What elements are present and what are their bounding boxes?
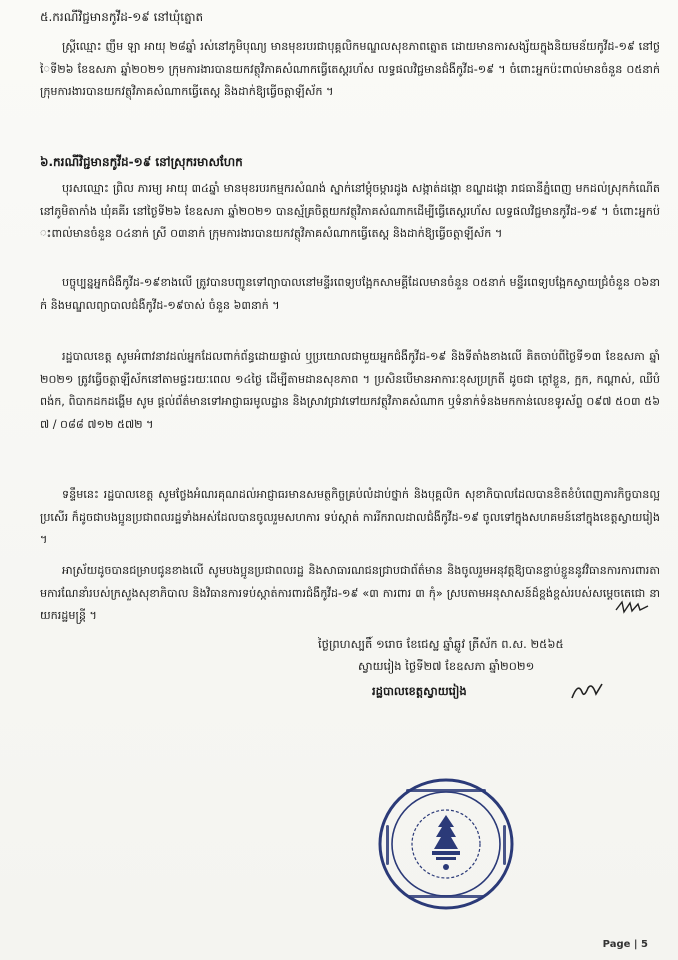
notice-paragraph: រដ្ឋបាលខេត្ត សូមអំពាវនាវដល់អ្នកដែលពាក់ព័ន្ធដោយផ្ទាល់ ឬប្រយោលជាមួយអ្នកជំងឺកូវីដ-១៩ និងទីតាំងខាងលើ គិតចាប់ពីថ្ងៃទី១៣ ខែឧសភា ឆ្នាំ២០២១ ត្រូវធ្វើចត្តាឡីស័កនៅតាមផ្ទះរយៈពេល ១៤ថ្ងៃ ដើម្បីតាមដានសុខភាព ។ ប្រសិនបើមានអាការៈខុសប្រក្រតី ដូចជា ក្ដៅខ្លួន, ក្អក, កណ្ដាស់, ឈឺបំពង់ក, ពិបាកដកដង្ហើម សូម ផ្តល់ព័ត៌មានទៅអាជ្ញាធរមូលដ្ឋាន និងស្រាវជ្រាវទៅយកវត្ថុវិភាគសំណាក ឬទំនាក់ទំនងមកកាន់លេខទូរស័ព្ទ ០៩៧ ៥០៣ ៥៦៧ / ០៨៨ ៧១២ ៥៧២ ។ [40, 350, 660, 431]
date-solar: ស្វាយរៀង ថ្ងៃទី២៧ ខែឧសភា ឆ្នាំ២០២១ [358, 659, 535, 673]
page-number: Page | 5 [602, 939, 648, 950]
appeal-paragraph: អាស្រ័យដូចបានជម្រាបជូនខាងលើ សូមបងប្អូនប្រជាពលរដ្ឋ និងសាធារណជនជ្រាបជាព័ត៌មាន និងចូលរួមអនុវត្តឱ្យបានខ្ជាប់ខ្ជួននូវវិធានការការពារតាមការណែនាំរបស់ក្រសួងសុខាភិបាល និងវិធានការទប់ស្កាត់ការពារជំងឺកូវីដ-១៩ «៣ ការពារ ៣ កុំ» ស្របតាមអនុសាសន៍ដ៏ខ្ពង់ខ្ពស់របស់សម្តេចតេជោ នាយករដ្ឋមន្ត្រី ។ [40, 564, 660, 622]
signature-mark [568, 680, 608, 702]
section-6-paragraph-2: បច្ចុប្បន្នអ្នកជំងឺកូវីដ-១៩ខាងលើ ត្រូវបានបញ្ជូនទៅព្យាបាលនៅមន្ទីរពេទ្យបង្អែកសាមគ្គីដែលមានចំនួន ០៥នាក់ មន្ទីរពេទ្យបង្អែកស្វាយជ្រំចំនួន ០៦នាក់ និងមណ្ឌលព្យាបាលជំងឺកូវីដ-១៩ចាស់ ចំនួន ៦៣នាក់ ។ [40, 276, 660, 312]
signatory-title: រដ្ឋបាលខេត្តស្វាយរៀង [372, 684, 467, 698]
initial-scribble [614, 598, 650, 616]
section-5-heading: ៥.ករណីវិជ្ជមានកូវីដ-១៩ នៅឃុំត្នោត [40, 10, 204, 24]
thanks-paragraph: ទន្ទឹមនេះ រដ្ឋបាលខេត្ត សូមថ្លែងអំណរគុណដល់អាជ្ញាធរមានសមត្ថកិច្ចគ្រប់លំដាប់ថ្នាក់ និងបុគ្គលិក សុខាភិបាលដែលបានខិតខំបំពេញភារកិច្ចបានល្អប្រសើរ ក៏ដូចជាបងប្អូនប្រជាពលរដ្ឋទាំងអស់ដែលបានចូលរួមសហការ ទប់ស្កាត់ ការរីករាលដាលជំងឺកូវីដ-១៩ ចូលទៅក្នុងសហគមន៍នៅក្នុងខេត្តស្វាយរៀង ។ [40, 488, 660, 546]
section-5-paragraph: ស្ត្រីឈ្មោះ ញឹម ឡា អាយុ ២៨ឆ្នាំ រស់នៅភូមិបុណ្យ មានមុខរបរជាបុគ្គលិកមណ្ឌលសុខភាពត្នោត ដោយមានការសង្ស័យក្នុងនិយមន័យកូវីដ-១៩ នៅថ្ងៃទី២៦ ខែឧសភា ឆ្នាំ២០២១ ក្រុមការងារបានយកវត្ថុវិភាគសំណាកធ្វើតេស្តរហ័ស លទ្ធផលវិជ្ជមានជំងឺកូវីដ-១៩ ។ ចំពោះអ្នកប៉ះពាល់មានចំនួន ០៥នាក់ ក្រុមការងារបានយកវត្ថុវិភាគសំណាកធ្វើតេស្ត និងដាក់ឱ្យធ្វើចត្តាឡីស័ក ។ [40, 40, 660, 98]
section-6-heading: ៦.ករណីវិជ្ជមានកូវីដ-១៩ នៅស្រុករមាសហែក [40, 155, 243, 169]
section-6-paragraph-1: បុរសឈ្មោះ ព្រិល ភារម្យ អាយុ ៣៤ឆ្នាំ មានមុខរបរកម្មករសំណង់ ស្នាក់នៅម្ដុំចម្ការដូង សង្កាត់ដង្កោ ខណ្ឌដង្កោ រាជធានីភ្នំពេញ មកដល់ស្រុកកំណើតនៅភូមិតាកាំង ឃុំគគីរ នៅថ្ងៃទី២៦ ខែឧសភា ឆ្នាំ២០២១ បានស្ម័គ្រចិត្តយកវត្ថុវិភាគសំណាកដើម្បីធ្វើតេស្តរហ័ស លទ្ធផលវិជ្ជមានកូវីដ-១៩ ។ ចំពោះអ្នកប៉ះពាល់មានចំនួន ០៤នាក់ ស្រី ០៣នាក់ ក្រុមការងារបានយកវត្ថុវិភាគសំណាកធ្វើតេស្ត និងដាក់ឱ្យធ្វើចត្តាឡីស័ក ។ [40, 182, 660, 240]
official-seal-stamp [376, 775, 516, 913]
date-lunar: ថ្ងៃព្រហស្បតិ៍ ១រោច ខែជេស្ឋ ឆ្នាំឆ្លូវ ត្រីស័ក ព.ស. ២៥៦៥ [318, 637, 564, 651]
